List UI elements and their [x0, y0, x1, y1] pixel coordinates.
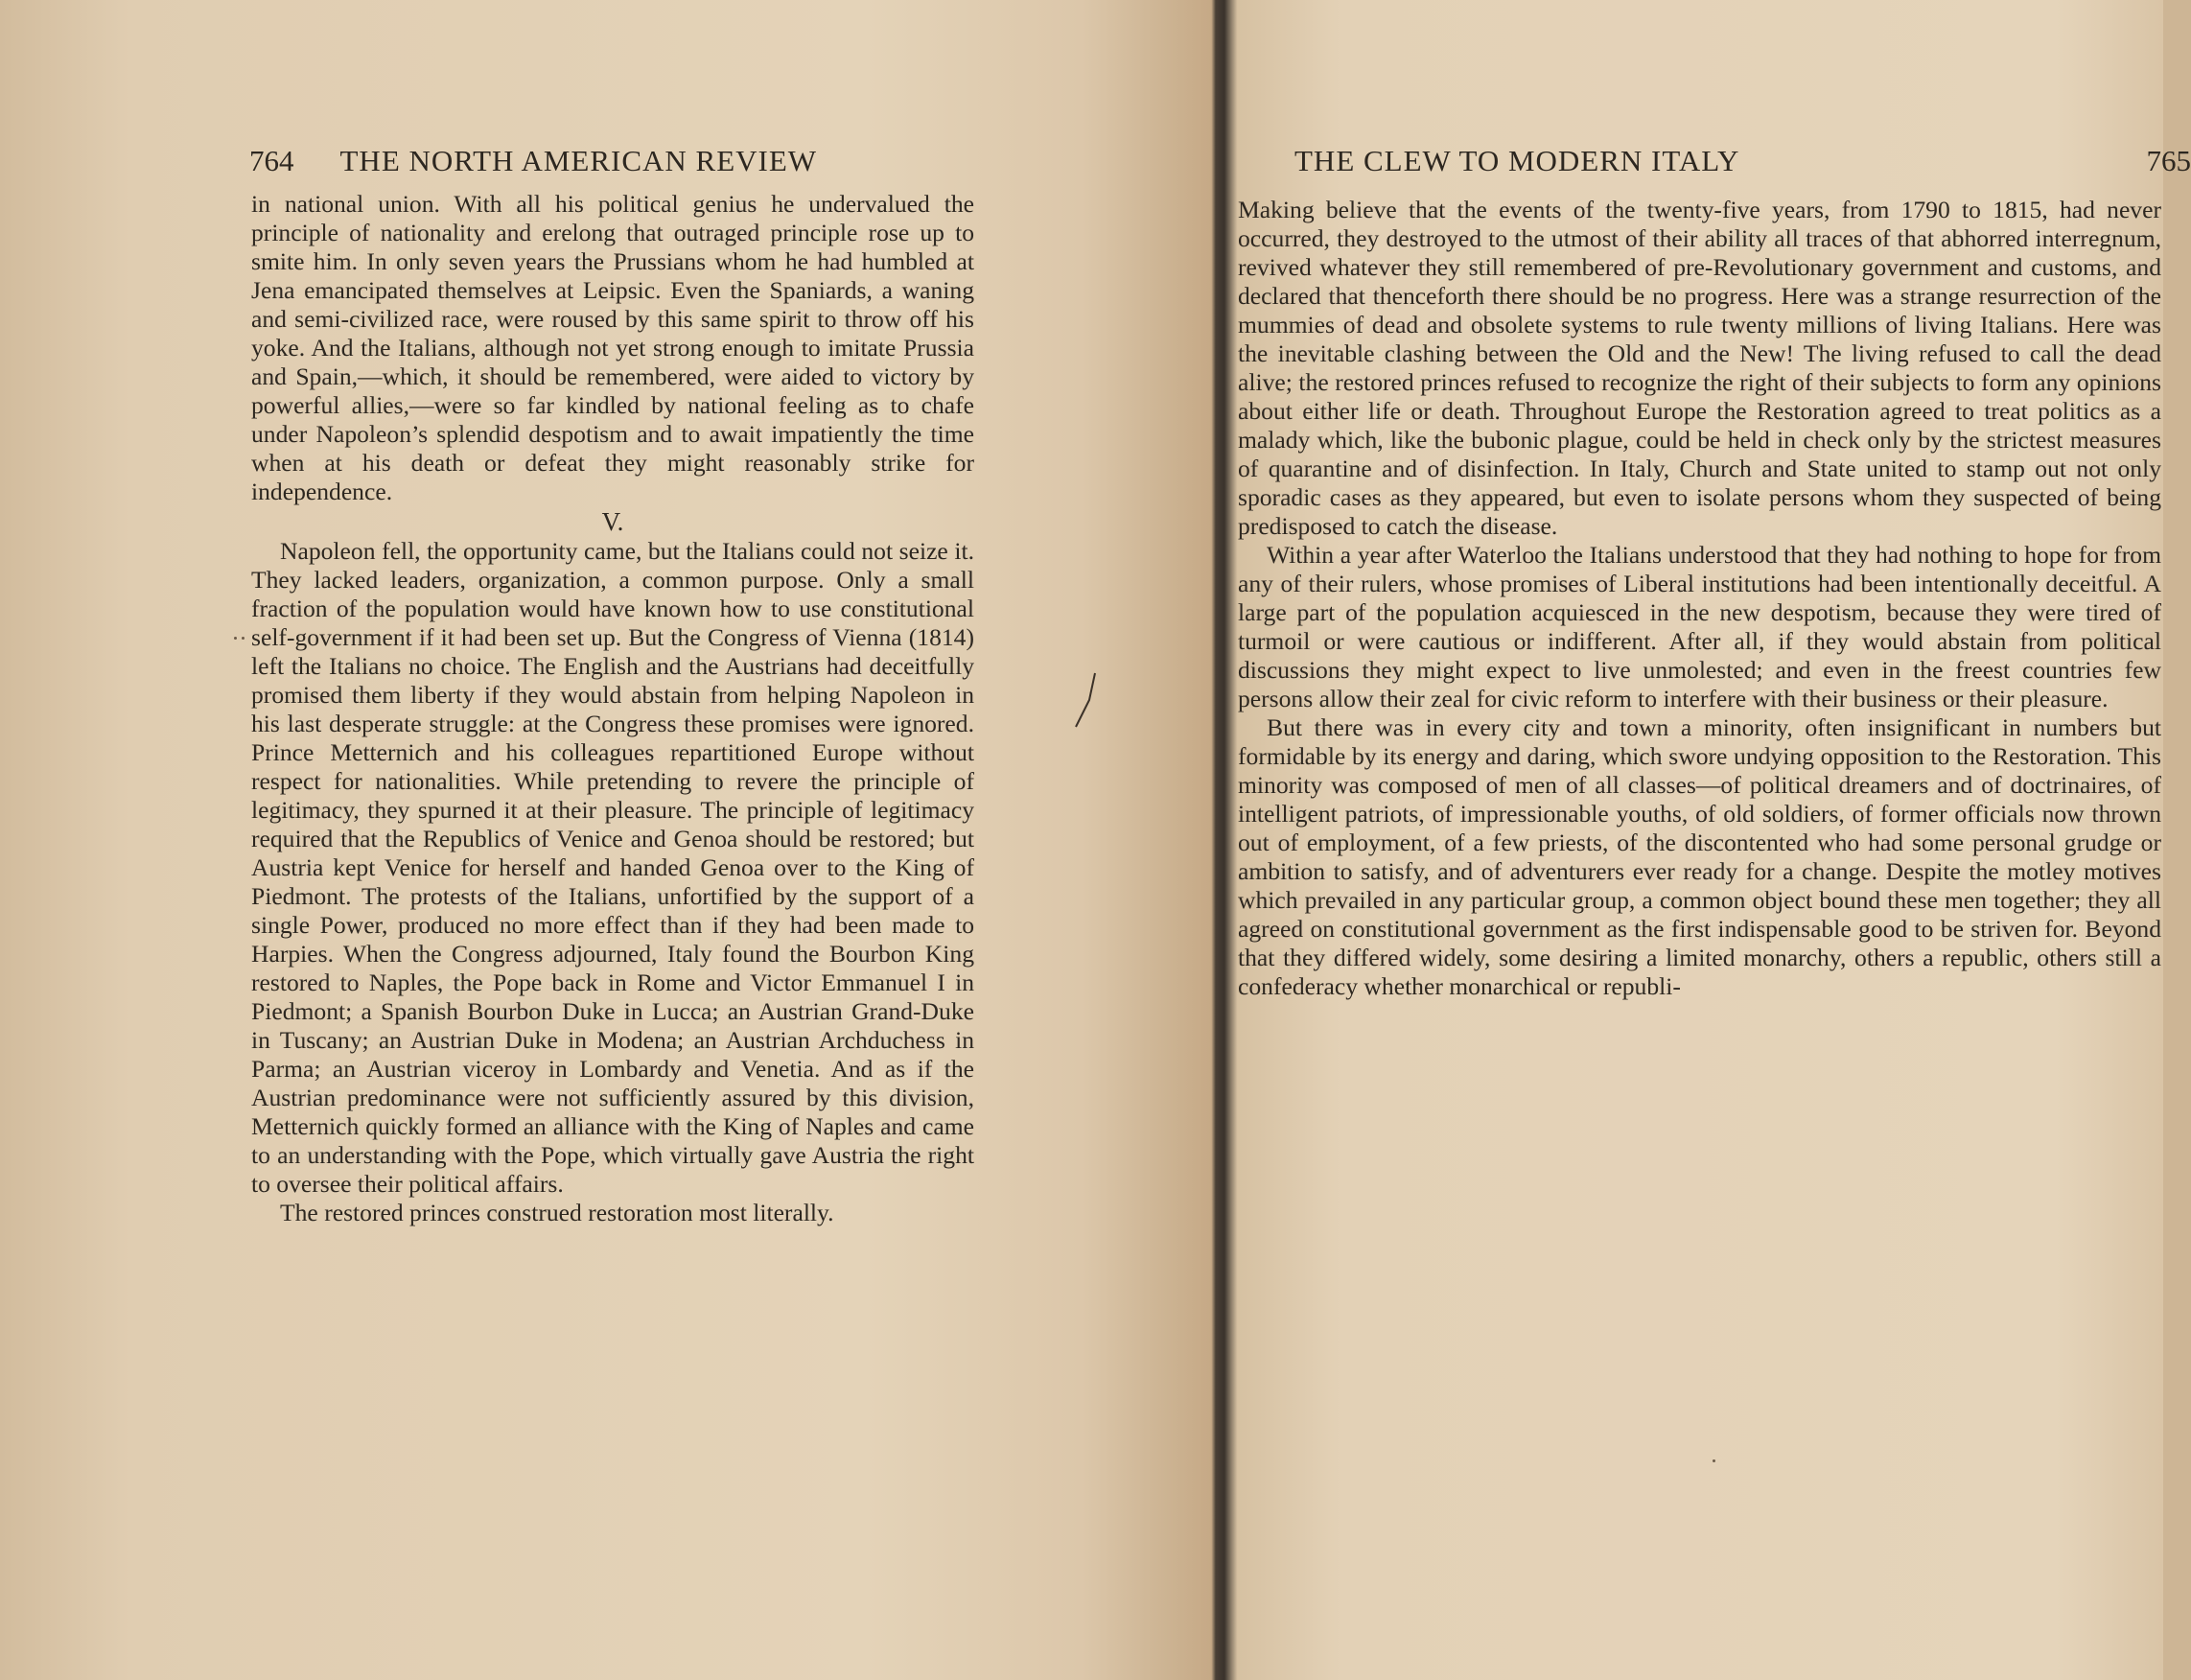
- paragraph: Napoleon fell, the opportunity came, but the Italians could not seize it. They lacked leaders, organization, a common purpose. Only a small fraction of the population would have known how to use constitutional self-government if it had been set up. But the Congress of Vienna (1814) left the Italians no choice. The English and the Austrians had deceitfully promised them liberty if they would abstain from helping Napoleon in his last desperate struggle: at the Congress these promises were ignored. Prince Metternich and his colleagues repartitioned Europe without respect for nationalities. While pretending to revere the principle of legitimacy, they spurned it at their pleasure. The principle of legitimacy required that the Republics of Venice and Genoa should be restored; but Austria kept Venice for herself and handed Genoa over to the King of Piedmont. The protests of the Italians, unfortified by the support of a single Power, produced no more effect than if they had been made to Harpies. When the Congress adjourned, Italy found the Bourbon King restored to Naples, the Pope back in Rome and Victor Emmanuel I in Piedmont; a Spanish Bourbon Duke in Lucca; an Austrian Grand-Duke in Tuscany; an Austrian Duke in Modena; an Austrian Archduchess in Parma; an Austrian viceroy in Lombardy and Venetia. And as if the Austrian predominance were not sufficiently assured by this division, Metternich quickly formed an alliance with the King of Naples and came to an understanding with the Pope, which virtually gave Austria the right to oversee their political affairs.: [251, 537, 974, 1198]
- running-head-right: [1294, 144, 2191, 178]
- right-page: [1225, 0, 2191, 1680]
- ink-speck: [242, 637, 245, 640]
- ink-speck: [234, 637, 237, 640]
- running-title-right: THE CLEW TO MODERN ITALY: [1294, 144, 1740, 177]
- text-column-right: [1204, 196, 2163, 1001]
- paragraph: The restored princes construed restoration most literally.: [280, 1199, 834, 1226]
- pencil-mark: [1072, 671, 1101, 729]
- running-head-left: [249, 144, 974, 178]
- paragraph: in national union. With all his political genius he undervalued the principle of nationality and erelong that outraged principle rose up to smite him. In only seven years the Prussians whom he had humbled at Jena emancipated themselves at Leipsic. Even the Spaniards, a waning and semi-civilized race, were roused by this same spirit to throw off his yoke. And the Italians, although not yet strong enough to imitate Prussia and Spain,—which, it should be remembered, were aided to victory by powerful allies,—were so far kindled by national feeling as to chafe under Napoleon’s splendid despotism and to await impatiently the time when at his death or defeat they might reasonably strike for independence.: [251, 190, 974, 505]
- page-number-left: 764: [249, 144, 294, 177]
- paragraph: Making believe that the events of the twenty-five years, from 1790 to 1815, had never occurred, they destroyed to the utmost of their ability all traces of that abhorred interregnum, revived whatever they still remembered of pre-Revolutionary government and customs, and declared that thenceforth there should be no progress. Here was a strange resurrection of the mummies of dead and obsolete systems to rule twenty millions of living Italians. Here was the inevitable clashing between the Old and the New! The living refused to call the dead alive; the restored princes refused to recognize the right of their subjects to form any opinions about either life or death. Throughout Europe the Restoration agreed to treat politics as a malady which, like the bubonic plague, could be held in check only by the strictest measures of quarantine and of disinfection. In Italy, Church and State united to stamp out not only sporadic cases as they appeared, but even to isolate persons whom they suspected of being predisposed to catch the disease.: [1238, 196, 2161, 540]
- page-number-right: 765: [2146, 144, 2191, 177]
- running-title-left: THE NORTH AMERICAN REVIEW: [339, 144, 818, 177]
- ink-speck: [1713, 1459, 1715, 1462]
- section-heading: V.: [601, 507, 624, 536]
- paragraph: Within a year after Waterloo the Italians understood that they had nothing to hope for from any of their rulers, whose promises of Liberal institutions had been intentionally deceitful. A large part of the population acquiesced in the new despotism, because they were tired of turmoil or were cautious or indifferent. After all, if they would abstain from political discussions they might expect to live unmolested; and even in the freest countries few persons allow their zeal for civic reform to interfere with their business or their pleasure.: [1238, 541, 2161, 712]
- text-column-left: [251, 190, 974, 1227]
- paragraph: But there was in every city and town a minority, often insignificant in numbers but formidable by its energy and daring, which swore undying opposition to the Restoration. This minority was composed of men of all classes—of political dreamers and of doctrinaires, of intelligent patriots, of impressionable youths, of old soldiers, of former officials now thrown out of employment, of a few priests, of the discontented who had some personal grudge or ambition to satisfy, and of adventurers ever ready for a change. Despite the motley motives which prevailed in any particular group, a common object bound these men together; they all agreed on constitutional government as the first indispensable good to be striven for. Beyond that they differed widely, some desiring a limited monarchy, others a republic, others still a confederacy whether monarchical or republi-: [1238, 713, 2161, 1000]
